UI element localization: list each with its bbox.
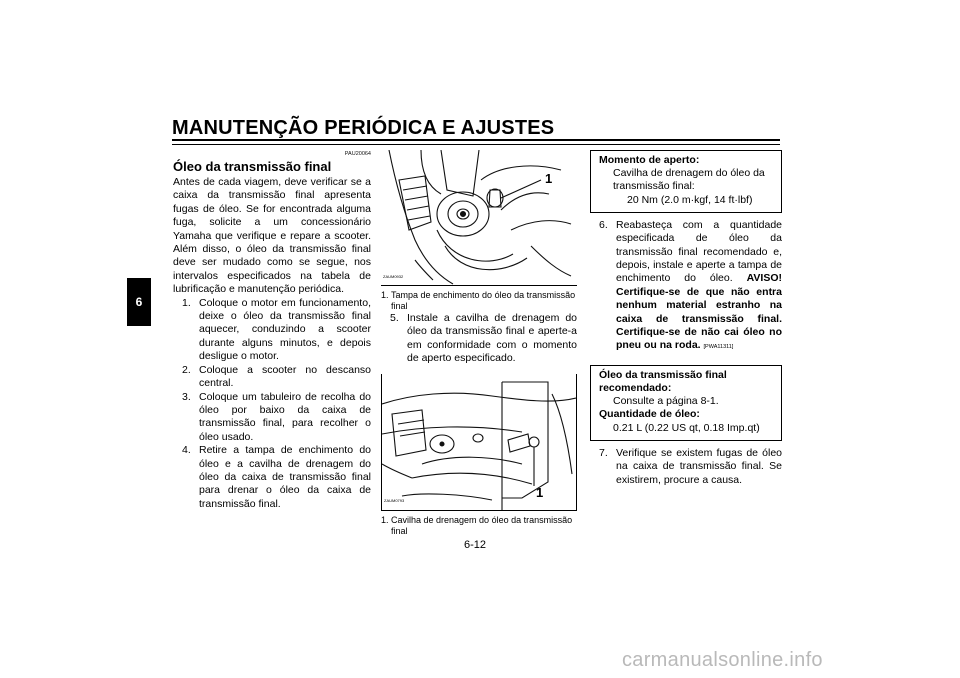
steps-list — [173, 297, 371, 512]
oil-reference: Consulte a página 8-1. — [613, 395, 719, 408]
step-text: Coloque a scooter no descanso central. — [199, 363, 371, 390]
figure-caption — [381, 290, 577, 312]
step-text: Instale a cavilha de drenagem do óleo da transmissão final e aperte-a em conformidade com o momento de aperto especificado. — [407, 312, 577, 365]
caption-text: Tampa de enchimento do óleo da transmissão final — [391, 290, 576, 311]
section-code: PAU20064 — [344, 151, 371, 157]
step-number: 7. — [599, 446, 608, 459]
figure-caption — [381, 515, 577, 537]
header-rule — [172, 139, 780, 141]
chapter-tab: 6 — [127, 278, 151, 326]
steps-list — [381, 312, 577, 366]
step-number: 1. — [182, 296, 191, 309]
watermark: carmanualsonline.info — [622, 649, 823, 671]
step-number: 6. — [599, 218, 608, 231]
list-item — [381, 312, 577, 366]
step-text: Reabasteça com a quantidade especificada de óleo da transmissão final recomendado e, depois, instale e aperte a tampa de enchimento do óleo. — [616, 218, 782, 285]
figure-code: ZAUM0932 — [383, 273, 404, 279]
oil-quantity-title: Quantidade de óleo: — [599, 408, 700, 421]
page-number: 6-12 — [464, 539, 487, 551]
steps-list — [590, 447, 782, 487]
figure-callout: 1 — [536, 484, 544, 500]
caption-number: 1. — [381, 514, 389, 525]
middle-column — [381, 150, 577, 537]
figure-callout: 1 — [545, 171, 553, 186]
left-column — [173, 150, 371, 511]
torque-line: Cavilha de drenagem do óleo da — [613, 167, 765, 180]
list-item — [173, 364, 371, 391]
list-item — [590, 219, 782, 355]
steps-list — [590, 219, 782, 355]
oil-title: Óleo da transmissão final recomendado: — [599, 368, 727, 395]
figure-drain-bolt — [381, 374, 577, 511]
header-rule-thin — [172, 144, 780, 145]
torque-spec-box — [590, 150, 782, 213]
page-title: MANUTENÇÃO PERIÓDICA E AJUSTES — [172, 117, 555, 139]
list-item — [173, 444, 371, 511]
oil-spec-box — [590, 365, 782, 441]
warning-text: AVISO! Certifique-se de que não entra nenhum material estranho na caixa de transmissão final. Certifique-se de não cai óleo no pneu ou na roda. — [616, 272, 782, 352]
torque-line: transmissão final: — [613, 180, 695, 193]
step-text: Retire a tampa de enchimento do óleo e a cavilha de drenagem do óleo da caixa de transmissão final para drenar o óleo da caixa de transmissão final. — [199, 444, 371, 510]
step-number: 4. — [182, 444, 191, 457]
section-title: Óleo da transmissão final — [173, 159, 332, 174]
figure-filler-cap — [381, 150, 577, 286]
list-item — [590, 447, 782, 487]
oil-quantity-value: 0.21 L (0.22 US qt, 0.18 Imp.qt) — [613, 421, 760, 434]
caption-text: Cavilha de drenagem do óleo da transmissão final — [391, 514, 573, 536]
list-item — [173, 391, 371, 445]
caption-number: 1. — [381, 290, 389, 300]
drain-bolt-illustration — [382, 374, 576, 510]
torque-value: 20 Nm (2.0 m·kgf, 14 ft·lbf) — [627, 193, 753, 206]
step-number: 5. — [390, 312, 399, 324]
intro-paragraph: Antes de cada viagem, deve verificar se a caixa da transmissão final apresenta fugas de óleo. Se for encontrada alguma fuga, solicite a um concessionário Yamaha que verifique e repare a scooter. Além disso, o óleo da transmissão final deve ser mudado como se segue, nos intervalos especificados na tabela de lubrificação e manutenção periódica. — [173, 176, 371, 296]
step-text: Coloque um tabuleiro de recolha do óleo por baixo da caixa de transmissão final, para recolher o óleo usado. — [199, 390, 371, 443]
torque-title: Momento de aperto: — [599, 154, 700, 166]
step-number: 3. — [182, 390, 191, 403]
right-column — [590, 150, 782, 487]
list-item — [173, 297, 371, 364]
step-text: Verifique se existem fugas de óleo na caixa de transmissão final. Se existirem, procure a causa. — [616, 446, 782, 486]
step-number: 2. — [182, 363, 191, 376]
step-text: Coloque o motor em funcionamento, deixe o óleo da transmissão final aquecer, conduzindo a scooter durante alguns minutos, e depois desligue o motor. — [199, 296, 371, 363]
figure-code: ZAUM0793 — [384, 498, 405, 504]
warning-code: [PWA11311] — [703, 344, 734, 351]
